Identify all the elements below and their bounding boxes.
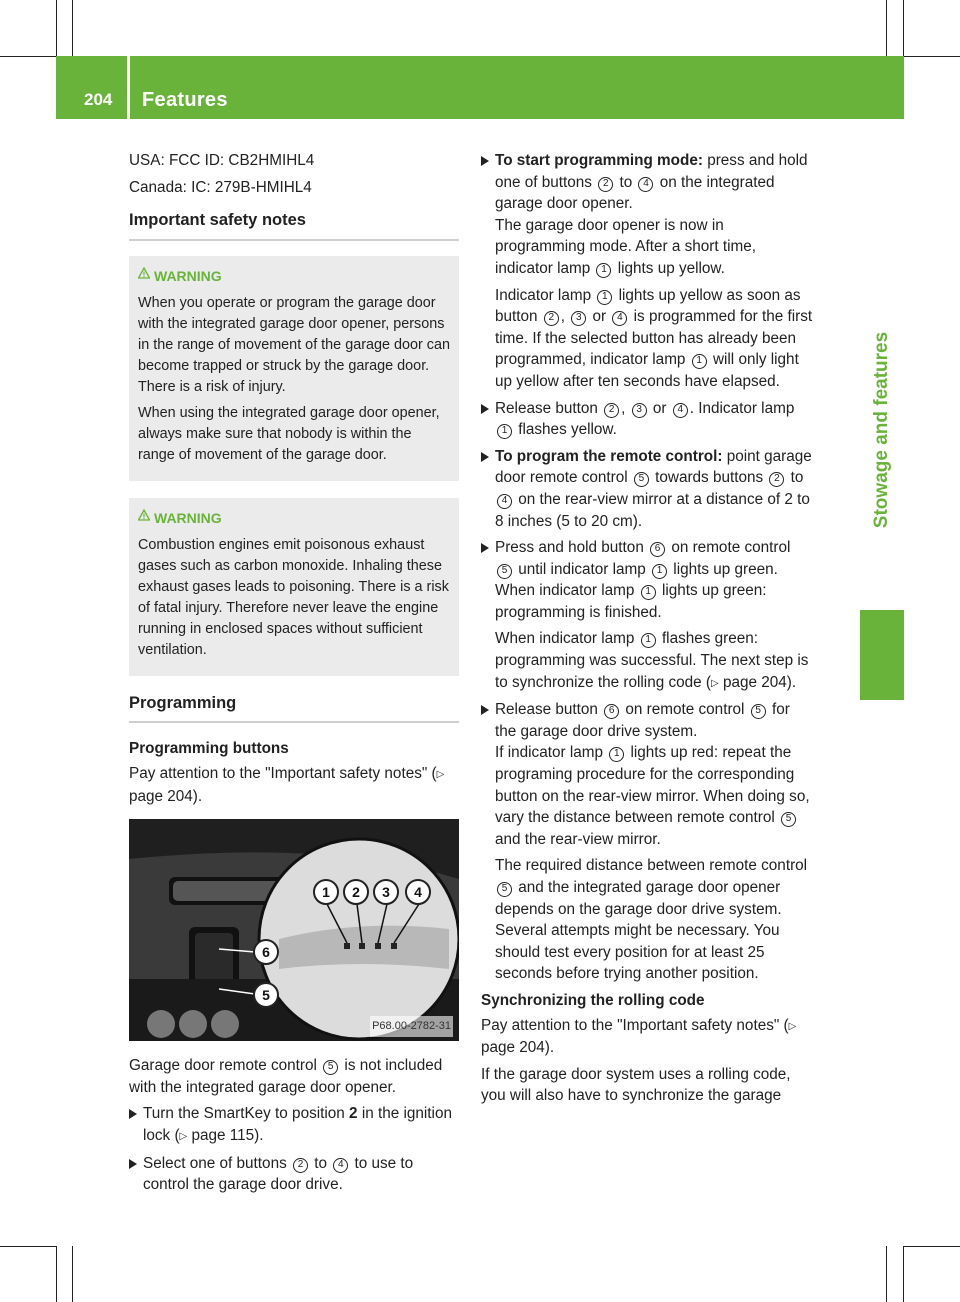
crop-mark xyxy=(56,0,57,56)
sync-attention: Pay attention to the "Important safety notes" (▷ page 204). xyxy=(481,1016,797,1057)
right-column xyxy=(481,150,813,1112)
ref-5: 5 xyxy=(751,704,766,719)
step-arrow-icon xyxy=(129,1159,137,1169)
step-text: When indicator lamp xyxy=(495,582,635,600)
callout-1: 1 xyxy=(313,879,339,905)
step-text: or xyxy=(652,399,667,417)
instruction-step xyxy=(129,1153,459,1196)
step-text: on remote control xyxy=(625,701,745,719)
step-text: on the rear-view mirror at a distance of 2 to 8 inches (5 to 20 cm). xyxy=(495,490,810,530)
instruction-step xyxy=(481,446,813,532)
step-text: lights up yellow. xyxy=(617,259,725,277)
ref-1: 1 xyxy=(596,263,611,278)
step-text: and the rear-view mirror. xyxy=(495,830,661,848)
warning-text: When using the integrated garage door opener, always make sure that nobody is within the range of movement of the garage door. xyxy=(138,404,440,463)
attention-text-main: Pay attention to the "Important safety notes" xyxy=(129,764,428,782)
ref-1: 1 xyxy=(597,290,612,305)
step-text-bold: To program the remote control: xyxy=(495,447,723,465)
page-ref-icon: ▷ xyxy=(711,677,719,689)
step-text: The garage door opener is now in programming mode. After a short time, indicator lamp xyxy=(495,216,757,277)
remote-note-text: is not included with the integrated garage door opener. xyxy=(129,1057,443,1096)
safety-heading: Important safety notes xyxy=(129,210,459,241)
warning-text: Combustion engines emit poisonous exhaust gases such as carbon monoxide. Inhaling these exhaust gases leads to poisoning. There is a risk of fatal injury. Therefore never leave the engine running in enclosed spaces without sufficient ventilation. xyxy=(138,536,449,658)
ref-4: 4 xyxy=(497,494,512,509)
warning-title-text: WARNING xyxy=(154,267,222,284)
step-text: towards buttons xyxy=(655,469,764,487)
crop-mark xyxy=(904,1246,960,1247)
crop-mark xyxy=(0,1246,56,1247)
buttons-subheading: Programming buttons xyxy=(129,740,289,758)
crop-mark xyxy=(72,1246,73,1302)
ref-5: 5 xyxy=(634,472,649,487)
step-arrow-icon xyxy=(481,705,489,715)
header-title: Features xyxy=(142,89,228,111)
crop-mark xyxy=(886,1246,887,1302)
page-ref-link[interactable]: page 204). xyxy=(481,1039,555,1057)
crop-mark xyxy=(56,1246,57,1302)
step-text: and the integrated garage door opener depends on the garage door drive system. Several attempts might be necessary. You should test every position for at least 25 seconds before trying another position. xyxy=(495,879,782,983)
ref-1: 1 xyxy=(692,354,707,369)
crop-mark xyxy=(72,0,73,56)
page-number: 204 xyxy=(84,90,113,109)
ref-2: 2 xyxy=(769,472,784,487)
step-text: flashes yellow. xyxy=(518,421,617,439)
step-text: on the integrated garage door opener. xyxy=(495,173,775,213)
step-arrow-icon xyxy=(481,404,489,414)
step-text: to xyxy=(619,173,633,191)
instruction-step xyxy=(129,1103,459,1147)
page-ref-link[interactable]: page 204). xyxy=(722,673,797,691)
step-text: Release button xyxy=(495,399,598,417)
step-text: lights up green. xyxy=(673,560,778,578)
warning-text: When you operate or program the garage door with the integrated garage door opener, persons in the range of movement of the garage door can become trapped or struck by the garage door. There is a risk of injury. xyxy=(138,294,450,395)
sync-text: If the garage door system uses a rolling code, you will also have to synchronize the garage xyxy=(481,1065,791,1105)
sync-attention-text: Pay attention to the "Important safety notes" xyxy=(481,1016,780,1034)
crop-mark xyxy=(903,0,904,56)
step-text: . Indicator lamp xyxy=(689,399,795,417)
step-text: in the ignition lock ( xyxy=(143,1105,452,1144)
step-arrow-icon xyxy=(481,156,489,166)
mirror-illustration xyxy=(129,819,459,1041)
sync-heading: Synchronizing the rolling code xyxy=(481,991,705,1009)
ref-4: 4 xyxy=(612,311,627,326)
warning-title xyxy=(138,508,451,529)
step-text: , xyxy=(621,399,626,417)
warning-icon xyxy=(138,267,150,279)
side-tab-marker xyxy=(860,610,904,700)
step-text: Indicator lamp xyxy=(495,286,592,304)
step-text: When indicator lamp xyxy=(495,630,635,648)
page-ref-icon: ▷ xyxy=(788,1020,797,1032)
crop-mark xyxy=(903,1246,904,1302)
programming-heading: Programming xyxy=(129,693,459,724)
step-text: If indicator lamp xyxy=(495,744,603,762)
instruction-step: Press and hold button 6 on remote control 5 until indicator lamp 1 lights up green. When indicator lamp 1 lights up green: programming is finished. When indicator lamp 1 flashes green: programming was successful. The next step is to synchronize the rolling code (▷ page 204). xyxy=(481,537,813,694)
callout-6: 6 xyxy=(253,939,279,965)
callout-5: 5 xyxy=(253,982,279,1008)
ref-6: 6 xyxy=(650,542,665,557)
step-text: to xyxy=(314,1154,327,1172)
step-text: lights up green: programming is finished. xyxy=(495,582,767,621)
step-text: on remote control xyxy=(671,539,791,557)
step-text: The required distance between remote control xyxy=(495,857,808,875)
warning-box xyxy=(129,498,459,676)
step-text: is programmed for the first time. If the selected button has already been programmed, indicator lamp xyxy=(495,308,813,369)
step-text: until indicator lamp xyxy=(518,560,646,578)
side-tab-label: Stowage and features xyxy=(871,331,892,529)
warning-icon xyxy=(138,509,150,521)
warning-title xyxy=(138,266,451,287)
step-text: for the garage door drive system. xyxy=(495,701,790,740)
instruction-step xyxy=(481,398,813,441)
page-ref-link[interactable]: page 204). xyxy=(129,787,203,805)
ref-2: 2 xyxy=(544,311,559,326)
crop-mark xyxy=(0,56,56,57)
page-ref-link[interactable]: page 115). xyxy=(191,1126,264,1144)
mirror-figure xyxy=(129,819,459,1041)
left-column xyxy=(129,150,459,1201)
page-ref-icon: ▷ xyxy=(436,768,445,780)
header-divider xyxy=(127,56,130,119)
fcc-id: USA: FCC ID: CB2HMIHL4 xyxy=(129,152,315,169)
ref-5: 5 xyxy=(781,812,796,827)
ref-6: 6 xyxy=(604,704,619,719)
ref-5: 5 xyxy=(497,882,512,897)
warning-box xyxy=(129,256,459,481)
remote-note xyxy=(129,1055,459,1098)
step-text: press and hold one of buttons xyxy=(495,152,808,191)
step-text: Select one of buttons xyxy=(143,1154,287,1172)
warning-title-text: WARNING xyxy=(154,509,222,526)
instruction-step xyxy=(481,150,813,393)
step-text: Turn the SmartKey to position xyxy=(143,1105,345,1123)
ref-1: 1 xyxy=(652,564,667,579)
step-text: Release button xyxy=(495,701,598,719)
ref-1: 1 xyxy=(641,585,656,600)
step-arrow-icon xyxy=(481,452,489,462)
step-text: to xyxy=(790,469,804,487)
ref-2: 2 xyxy=(598,177,613,192)
remote-note-text: Garage door remote control xyxy=(129,1057,317,1075)
ref-5: 5 xyxy=(323,1060,338,1075)
step-text: will only light up yellow after ten seconds have elapsed. xyxy=(495,351,799,390)
callout-2: 2 xyxy=(343,879,369,905)
callout-3: 3 xyxy=(373,879,399,905)
step-text-bold: To start programming mode: xyxy=(495,152,703,169)
ref-3: 3 xyxy=(632,403,647,418)
step-text: flashes green: programming was successful. The next step is to synchronize the rolling code xyxy=(495,630,809,691)
figure-code: P68.00-2782-31 xyxy=(370,1016,453,1038)
ref-4: 4 xyxy=(333,1158,348,1173)
step-text: Press and hold button xyxy=(495,539,644,557)
ref-4: 4 xyxy=(638,177,653,192)
step-arrow-icon xyxy=(481,543,489,553)
ref-5: 5 xyxy=(497,564,512,579)
step-text: , xyxy=(560,308,566,326)
step-text: lights up red: repeat the programing procedure for the corresponding button on the rear-view mirror. When doing so, vary the distance between remote control xyxy=(495,744,810,827)
crop-mark xyxy=(886,0,887,56)
ref-4: 4 xyxy=(673,403,688,418)
ref-2: 2 xyxy=(293,1158,308,1173)
step-arrow-icon xyxy=(129,1109,137,1119)
ref-3: 3 xyxy=(571,311,586,326)
crop-mark xyxy=(904,56,960,57)
ref-1: 1 xyxy=(641,633,656,648)
ic-id: Canada: IC: 279B-HMIHL4 xyxy=(129,178,312,196)
page-ref-icon: ▷ xyxy=(179,1130,188,1142)
callout-4: 4 xyxy=(405,879,431,905)
step-text: point garage door remote control xyxy=(495,447,812,487)
step-text-bold: 2 xyxy=(349,1105,358,1123)
step-text: to use to control the garage door drive. xyxy=(143,1154,414,1194)
ref-1: 1 xyxy=(609,747,624,762)
ref-1: 1 xyxy=(497,424,512,439)
step-text: lights up yellow as soon as button xyxy=(495,286,801,326)
attention-text: Pay attention to the "Important safety notes" (▷ page 204). xyxy=(129,764,445,805)
ref-2: 2 xyxy=(604,403,619,418)
instruction-step xyxy=(481,699,813,985)
step-text: or xyxy=(592,308,607,326)
